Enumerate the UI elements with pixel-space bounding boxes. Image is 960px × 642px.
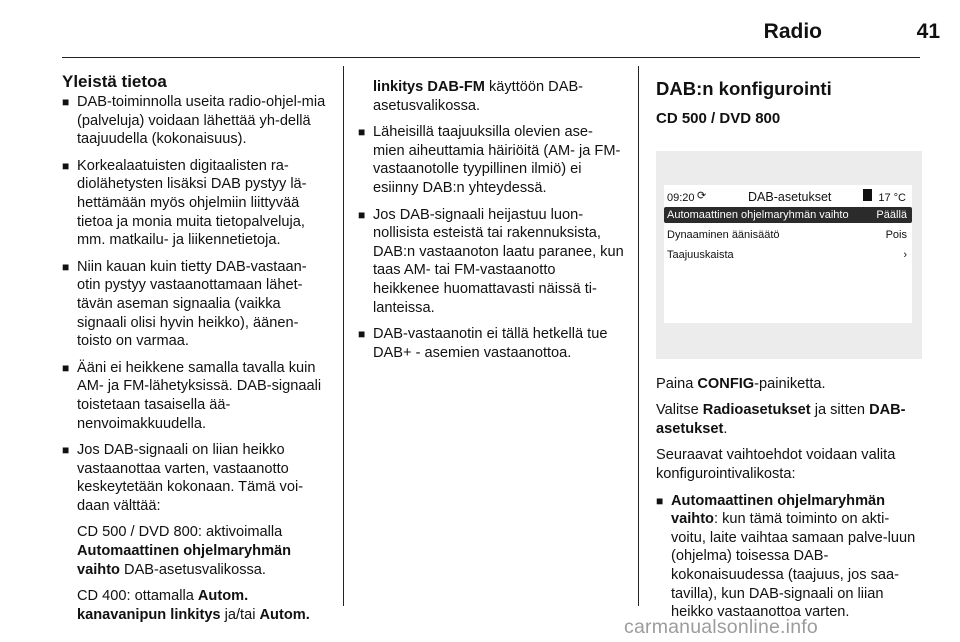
- bullet-icon: ■: [62, 95, 70, 109]
- page-header: [20, 18, 940, 48]
- column-1: [62, 72, 330, 632]
- list-item: ■ DAB-vastaanotin ei tällä hetkellä tue DAB+ - asemien vastaanottoa.: [358, 326, 608, 361]
- paragraph: Seuraavat vaihtoehdot voidaan valita konfigurointivalikosta:: [656, 447, 896, 482]
- paragraph: Valitse Radioasetukset ja sitten DAB-asetukset.: [656, 402, 906, 437]
- bullet-icon: ■: [358, 207, 366, 222]
- list-item: ■ Automaattinen ohjelmaryhmän vaihto: kun tämä toiminto on akti-voitu, laite vaihtaa samaan palve-luun (ohjelma) toisessa DAB-kokonaisuudessa (taajuus, jos saa-tavilla), kun DAB-signaali on liian heikko vastaanottoa varten.: [656, 492, 916, 621]
- list-item: ■ Korkealaatuisten digitaalisten ra-diolähetysten lisäksi DAB pystyy lä-hettämään myös ohjelmiin liittyvää tietoa ja monia muita tietopalveluja, mm. matkailu- ja liikennetietoja.: [62, 157, 307, 249]
- screen-title: DAB-asetukset: [748, 189, 832, 204]
- watermark: carmanualsonline.info: [624, 616, 818, 638]
- sync-icon: ⟳: [697, 189, 707, 202]
- header-rule: [62, 57, 920, 58]
- menu-row-auto-switch: Automaattinen ohjelmaryhmän vaihto Päällä: [664, 207, 912, 223]
- menu-row-dynamic-audio: Dynaaminen äänisäätö Pois: [667, 228, 907, 241]
- screen-status-bar: [664, 187, 912, 203]
- paragraph: CD 400: ottamalla Autom. kanavanipun linkitys ja/tai Autom.: [77, 588, 310, 623]
- paragraph: Paina CONFIG-painiketta.: [656, 375, 826, 392]
- paragraph: linkitys DAB-FM käyttöön DAB-asetusvalikossa.: [373, 79, 584, 114]
- list-item: ■ DAB-toiminnolla useita radio-ohjel-mia (palveluja) voidaan lähettää yh-dellä taajuudella (kokonaisuus).: [62, 94, 326, 148]
- list-item: ■ Jos DAB-signaali on liian heikko vastaanottaa varten, vastaanotto keskeytetään kokonaan. Tämä voi-daan välttää:: [62, 442, 304, 514]
- clock: 09:20: [667, 191, 695, 204]
- list-item: ■ Niin kauan kuin tietty DAB-vastaan-otin pystyy vastaanottamaan lähet-tävän aseman signaalia (vaikka signaali olisi hyvin heikko), äänen-toisto on varmaa.: [62, 258, 307, 350]
- model-heading: CD 500 / DVD 800: [656, 110, 781, 127]
- chevron-right-icon: ›: [903, 248, 907, 261]
- screen-display: [664, 185, 912, 323]
- page-number: 41: [916, 20, 940, 43]
- bullet-icon: ■: [62, 443, 70, 458]
- bullet-icon: ■: [62, 259, 70, 274]
- paragraph: CD 500 / DVD 800: aktivoimalla Automaattinen ohjelmaryhmän vaihto DAB-asetusvalikossa.: [77, 524, 292, 578]
- column-3: [656, 78, 922, 630]
- bullet-icon: ■: [656, 493, 664, 508]
- column-divider-2: [638, 66, 639, 606]
- bullet-icon: ■: [358, 125, 366, 140]
- menu-row-band: Taajuuskaista ›: [667, 248, 907, 261]
- bullet-icon: ■: [62, 360, 70, 375]
- temperature: 17 °C: [878, 191, 906, 204]
- bullet-list: [656, 492, 922, 622]
- column-divider-1: [343, 66, 344, 606]
- screen-illustration: [656, 151, 922, 359]
- bullet-icon: ■: [62, 158, 70, 173]
- bullet-icon: ■: [358, 327, 366, 342]
- list-item: ■ Jos DAB-signaali heijastuu luon-nollisista esteistä tai rakennuksista, DAB:n vastaanoton laatu paranee, kun taas AM- tai FM-vastaanotto heikkenee huomattavasti näissä ti-lanteissa.: [358, 206, 624, 316]
- thermometer-icon: [863, 189, 872, 201]
- section-heading: Yleistä tietoa: [62, 72, 167, 91]
- bullet-list: [62, 93, 330, 515]
- section-heading: DAB:n konfigurointi: [656, 78, 832, 99]
- list-item: ■ Ääni ei heikkene samalla tavalla kuin AM- ja FM-lähetyksissä. DAB-signaali toistetaan tasaisella ää-nenvoimakkuudella.: [62, 359, 322, 432]
- bullet-list: [358, 123, 624, 362]
- column-2: [358, 78, 624, 370]
- section-title: Radio: [763, 20, 822, 43]
- list-item: ■ Läheisillä taajuuksilla olevien ase-mien aiheuttamia häiriöitä (AM- ja FM-vastaanotolle tyypillinen ilmiö) ei esiinny DAB:n yhteydessä.: [358, 124, 621, 196]
